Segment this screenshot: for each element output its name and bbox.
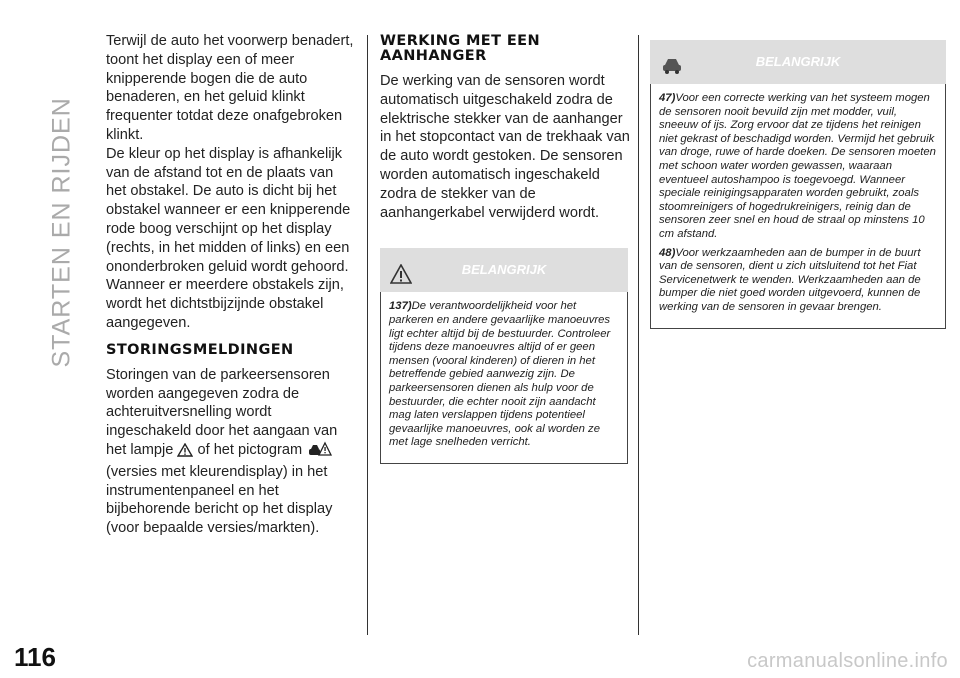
paragraph: De werking van de sensoren wordt automatisch uitgeschakeld zodra de elektrische stekker van de aanhanger in het stopcontact van de trekhaak van de auto wordt gestoken. De sensoren worden automatisch ingeschakeld zodra de stekker van de aanhangerkabel verwijderd wordt. <box>380 73 630 221</box>
warning-box-body <box>650 84 946 329</box>
section-heading: STORINGSMELDINGEN <box>106 341 294 358</box>
column-left <box>106 32 356 538</box>
watermark: carmanualsonline.info <box>747 650 948 672</box>
warning-box-header <box>380 248 628 292</box>
note-number: 48) <box>659 246 676 259</box>
note-number: 47) <box>659 92 676 104</box>
page-number: 116 <box>14 642 56 672</box>
warning-icon <box>177 443 193 463</box>
warning-box-body <box>380 292 628 464</box>
section-heading: WERKING MET EEN AANHANGER <box>380 33 540 64</box>
note-text: Voor werkzaamheden aan de bumper in de buurt van de sensoren, dient u zich uitsluitend tot het Fiat Servicenetwerk te wenden. Werkzaamheden aan de bumper die niet goed worden uitgevoerd, kunnen de werking van de sensoren in gevaar brengen. <box>659 246 921 313</box>
paragraph-text: of het pictogram <box>197 441 303 458</box>
column-right <box>650 32 946 329</box>
warning-note <box>659 92 937 242</box>
warning-box-title: BELANGRIJK <box>461 262 547 278</box>
column-divider <box>638 35 639 635</box>
paragraph: Terwijl de auto het voorwerp benadert, toont het display een of meer knipperende bogen die de auto benaderen, en het geluid klinkt frequenter totdat deze onafgebroken klinkt. <box>106 33 354 143</box>
column-divider <box>367 35 368 635</box>
note-text: De verantwoordelijkheid voor het parkeren en andere gevaarlijke manoeuvres ligt echter altijd bij de bestuurder. Controleer tijdens deze manoeuvres altijd of er geen mensen (vooral kinderen) of dieren in het betreffende gebied aanwezig zijn. De parkeersensoren dienen als hulp voor de bestuurder, die echter nooit zijn aandacht mag laten verslappen tijdens potentieel gevaarlijke manoeuvres, ook al worden ze met lage snelheden verricht. <box>389 300 611 449</box>
warning-box <box>650 40 946 329</box>
note-number: 137) <box>389 300 412 313</box>
car-warning-icon <box>660 50 684 94</box>
warning-triangle-icon <box>390 258 412 302</box>
warning-box-header <box>650 40 946 84</box>
paragraph-text: (versies met kleurendisplay) in het instrumentenpaneel en het bijbehorende bericht op het display (voor bepaalde versies/markten). <box>106 463 333 537</box>
warning-note <box>659 247 937 315</box>
parking-sensor-pictogram-icon <box>306 441 332 463</box>
chapter-title: STARTEN EN RIJDEN <box>47 97 76 368</box>
warning-note <box>389 300 619 450</box>
note-text: Voor een correcte werking van het systeem mogen de sensoren nooit bevuild zijn met modder, vuil, sneeuw of ijs. Zorg ervoor dat ze tijdens het reinigen niet gekrast of beschadigd worden. Vermijd het gebruik van droge, ruwe of harde doeken. De sensoren moeten met schoon water worden gewassen, waaraan eventueel autoshampoo is toegevoegd. Wanneer speciale reinigingsapparaten worden gebruikt, zoals stoomreinigers of hogedrukreinigers, reinig dan de sensoren zeer snel en houd de straal op minstens 10 cm afstand. <box>659 92 936 240</box>
paragraph-text: Storingen van de parkeersensoren worden aangegeven zodra de achteruitversnelling wordt ingeschakeld door het aangaan van het lampje <box>106 366 338 458</box>
warning-box <box>380 248 628 464</box>
column-middle <box>380 32 630 464</box>
warning-box-title: BELANGRIJK <box>755 54 841 69</box>
paragraph: De kleur op het display is afhankelijk van de afstand tot en de plaats van het obstakel. De auto is dicht bij het obstakel wanneer er een knipperende rode boog verschijnt op het display (rechts, in het midden of links) en een ononderbroken geluid wordt gehoord. Wanneer er meerdere obstakels zijn, wordt het dichtstbijzijnde obstakel aangegeven. <box>106 145 351 331</box>
paragraph <box>106 366 356 538</box>
